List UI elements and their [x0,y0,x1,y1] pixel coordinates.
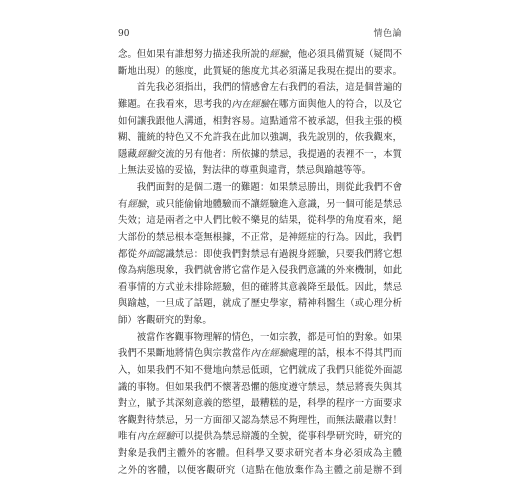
text-segment: 念。但如果有誰想努力描述我所說的 [118,49,270,60]
emphasis: 內在經驗 [136,431,175,443]
text-segment: 處理的話，根本不得其門而 [288,348,402,360]
emphasis: 內在經驗 [231,98,270,110]
text-line [118,313,402,330]
text-line [118,330,402,347]
text-line [118,197,402,214]
text-segment: 首先我必須指出，我們的情感會左右我們的看法，這是個普遍的 [136,82,402,94]
text-segment: 入，如果我們不知不覺地向禁忌低頭，它們就成了我們只能從外面認 [118,364,402,376]
text-segment: 有 [118,198,128,210]
text-segment: 之外的客體，以便客觀研究（這點在他放棄作為主體之前是辦不到 [118,464,402,476]
text-line [118,296,402,313]
text-line [118,263,402,280]
text-segment: 交流的另有他者：所依據的禁忌，我提過的表裡不一，本質 [155,148,402,160]
emphasis: 內在經驗 [250,348,289,360]
text-line [118,446,402,463]
paragraph [118,180,402,330]
emphasis: 經驗 [136,148,156,160]
text-line [118,114,402,131]
text-segment: 斷地出現）的態度，此質疑的態度尤其必須滿足我現在提出的要求。 [118,65,402,77]
text-line [118,363,402,380]
body-text [118,47,402,479]
emphasis: 外面 [136,248,156,260]
text-line [118,413,402,430]
text-segment: 唯有 [118,431,137,443]
text-line [118,380,402,397]
text-segment: 我們不果斷地將情色與宗教當作 [118,348,251,360]
page-number: 90 [118,29,130,39]
text-segment: 我們面對的是個二選一的難題：如果禁忌勝出，則從此我們不會 [136,182,402,193]
text-line [118,80,402,97]
text-segment: 在哪方面與他人的符合，以及它 [269,98,402,110]
text-line [118,230,402,247]
text-segment: 客觀對待禁忌，另一方面卻又認為禁忌不夠理性，而無法嚴肅以對！ [118,414,402,426]
text-line [118,180,402,197]
emphasis: 經驗 [269,49,289,60]
text-line [118,130,402,147]
text-line [118,463,402,480]
text-segment: 大部份的禁忌根本毫無根據，不正常，是神經症的行為。因此，我們 [118,231,402,243]
paragraph [118,47,402,80]
paragraph [118,80,402,180]
text-segment: 上無法妥協的妥協，對法律的尊重與違背，禁忌與踰越等等。 [118,165,372,177]
text-line [118,163,402,180]
text-segment: 對象是我們主體外的客體。但科學又要求研究者本身必須成為主體 [118,448,402,459]
text-segment: 失效；這是兩者之中人們比較不樂見的結果，從科學的角度看來，絕 [118,215,402,227]
text-segment: 識的事物。但如果我們不懷著恐懼的態度遵守禁忌，禁忌將喪失與其 [118,381,402,393]
text-segment: 可以提供為禁忌辯護的全貌，從事科學研究時，研究的 [174,431,402,443]
page-header [118,27,402,41]
text-segment: 隱藏 [118,148,137,160]
text-line [118,47,402,64]
text-segment: ，他必須具備質疑（疑問不 [288,49,402,60]
text-line [118,247,402,264]
text-line [118,280,402,297]
text-segment: 都從 [118,248,137,260]
text-line [118,64,402,81]
text-segment: 與踰越，一旦成了話題，就成了歷史學家，精神科醫生（或心理分析 [118,298,402,310]
text-segment: 難題。在我看來，思考我的 [118,98,232,110]
text-line [118,396,402,413]
text-line [118,429,402,446]
text-line [118,346,402,363]
text-segment: ，或只能偷偷地體驗而不讓經驗進入意識，另一個可能是禁忌 [146,198,402,210]
text-segment: 糊、籠統的特色又不允許我在此加以強調，我先說別的，依我觀來， [118,132,402,144]
text-segment: 被當作客觀事物理解的情色，一如宗教，都是可怕的對象。如果 [136,331,402,343]
running-title: 情色論 [373,29,402,39]
text-segment: 對立，賦予其深刻意義的慾望，最糟糕的是，科學的程序一方面要求 [118,398,402,410]
text-segment: 如何讓我跟他人溝通，相對容易。這點通常不被承認，但我主張的模 [118,115,402,127]
text-line [118,97,402,114]
text-segment: 認識禁忌：即使我們對禁忌有過親身經驗，只要我們將它想 [155,248,402,260]
text-segment: 師）客觀研究的對象。 [118,315,212,326]
text-line [118,147,402,164]
paragraph [118,330,402,480]
emphasis: 經驗 [127,198,147,210]
text-line [118,213,402,230]
text-segment: 看事情的方式並未排除經驗，但的確將其意義降至最低。因此，禁忌 [118,281,402,293]
text-segment: 像為病態現象，我們就會將它當作是入侵我們意識的外來機制，如此 [118,265,402,277]
